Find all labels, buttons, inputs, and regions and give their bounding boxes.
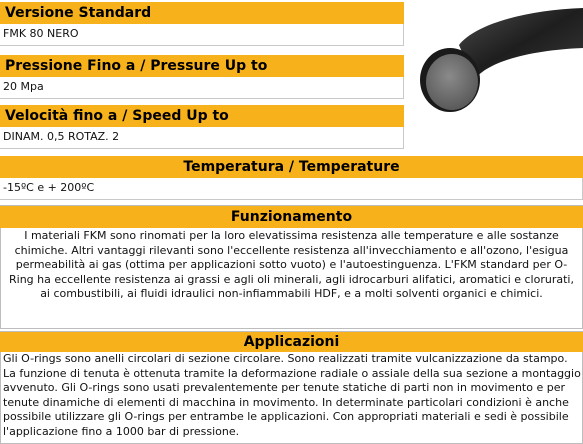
- velocita-header: Velocità fino a / Speed Up to: [0, 105, 404, 127]
- o-ring-icon: [404, 0, 583, 150]
- versione-value: FMK 80 NERO: [0, 24, 292, 46]
- funzionamento-text: I materiali FKM sono rinomati per la loro elevatissima resistenza alle temperature e alle sostanze chimiche. Altri vantaggi rilevanti sono l'eccellente resistenza all'invecchiamento e all'ozono, l'esigua permeabilità ai gas (ottima per applicazioni sotto vuoto) e l'autoestinguenza. L'FKM standard per O-Ring ha eccellente resistenza ai grassi e agli oli minerali, agli idrocarburi alifatici, aromatici e clorurati, ai combustibili, ai fluidi idraulici non-infiammabili HDF, e a molti solventi organici e chimici.: [9, 229, 574, 301]
- o-ring-image: [404, 0, 583, 150]
- temperatura-header: Temperatura / Temperature: [0, 156, 583, 178]
- applicazioni-header: Applicazioni: [0, 332, 583, 352]
- applicazioni-text: Gli O-rings sono anelli circolari di sezione circolare. Sono realizzati tramite vulcanizzazione da stampo. La funzione di tenuta è ottenuta tramite la deformazione radiale o assiale della sua sezione a montaggio avvenuto. Gli O-rings sono usati prevalentemente per tenute statiche di parti non in movimento e per tenute dinamiche di elementi di macchina in movimento. In determinate particolari condizioni è anche possibile utilizzare gli O-rings per entrambe le applicazioni. Con appropriati materiali e sedi è possibile l'applicazione fino a 1000 bar di pressione.: [3, 352, 581, 438]
- temperatura-value: -15ºC e + 200ºC: [0, 178, 292, 200]
- velocita-value: DINAM. 0,5 ROTAZ. 2: [0, 127, 404, 149]
- pressione-value: 20 Mpa: [0, 77, 404, 99]
- funzionamento-header: Funzionamento: [0, 206, 583, 228]
- versione-header: Versione Standard: [0, 2, 404, 24]
- temperatura-empty-cell: [291, 178, 583, 200]
- pressione-header: Pressione Fino a / Pressure Up to: [0, 55, 404, 77]
- versione-empty-cell: [291, 24, 404, 46]
